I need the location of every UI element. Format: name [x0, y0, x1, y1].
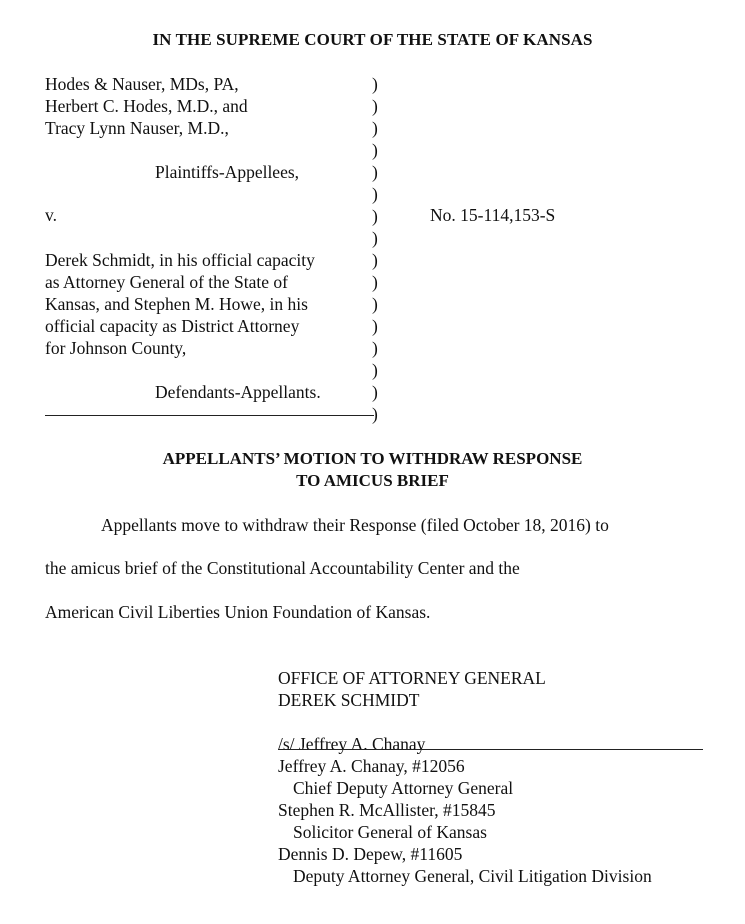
defendant-line: official capacity as District Attorney: [45, 316, 300, 336]
defendant-line: Derek Schmidt, in his official capacity: [45, 250, 315, 270]
caption-paren: ): [372, 118, 378, 138]
signature-line: [278, 749, 703, 750]
caption-paren: ): [372, 228, 378, 248]
caption-paren: ): [372, 382, 378, 402]
caption-paren: ): [372, 140, 378, 160]
body-line: American Civil Liberties Union Foundation of Kansas.: [45, 602, 431, 622]
motion-title-line: APPELLANTS’ MOTION TO WITHDRAW RESPONSE: [162, 449, 583, 468]
defendant-line: Kansas, and Stephen M. Howe, in his: [45, 294, 308, 314]
defendants-role: Defendants-Appellants.: [155, 382, 321, 402]
office-name: OFFICE OF ATTORNEY GENERAL: [278, 668, 546, 688]
attorney-name: Jeffrey A. Chanay, #12056: [278, 756, 465, 776]
attorney-title: Chief Deputy Attorney General: [293, 778, 514, 798]
body-line: Appellants move to withdraw their Response (filed October 18, 2016) to: [101, 515, 609, 535]
caption-paren: ): [372, 206, 378, 226]
body-line: the amicus brief of the Constitutional Accountability Center and the: [45, 558, 520, 578]
caption-paren: ): [372, 316, 378, 336]
caption-paren: ): [372, 360, 378, 380]
caption-paren: ): [372, 294, 378, 314]
plaintiff-line: Tracy Lynn Nauser, M.D.,: [45, 118, 229, 138]
attorney-name: Dennis D. Depew, #11605: [278, 844, 463, 864]
caption-paren: ): [372, 162, 378, 182]
caption-paren: ): [372, 338, 378, 358]
attorney-general-name: DEREK SCHMIDT: [278, 690, 420, 710]
caption-paren: ): [372, 184, 378, 204]
court-heading: IN THE SUPREME COURT OF THE STATE OF KANSAS: [152, 30, 593, 49]
case-number: No. 15-114,153-S: [430, 205, 556, 225]
defendant-line: for Johnson County,: [45, 338, 187, 358]
attorney-title: Deputy Attorney General, Civil Litigation Division: [293, 866, 652, 886]
plaintiffs-role: Plaintiffs-Appellees,: [155, 162, 300, 182]
caption-underline: [45, 415, 374, 416]
caption-paren: ): [372, 404, 378, 424]
defendant-line: as Attorney General of the State of: [45, 272, 288, 292]
versus: v.: [45, 205, 57, 225]
attorney-name: Stephen R. McAllister, #15845: [278, 800, 496, 820]
caption-paren: ): [372, 272, 378, 292]
plaintiff-line: Hodes & Nauser, MDs, PA,: [45, 74, 239, 94]
caption-paren: ): [372, 74, 378, 94]
motion-title-line: TO AMICUS BRIEF: [296, 471, 449, 490]
caption-paren: ): [372, 96, 378, 116]
attorney-title: Solicitor General of Kansas: [293, 822, 487, 842]
electronic-signature: /s/ Jeffrey A. Chanay: [278, 734, 426, 754]
caption-paren: ): [372, 250, 378, 270]
plaintiff-line: Herbert C. Hodes, M.D., and: [45, 96, 248, 116]
